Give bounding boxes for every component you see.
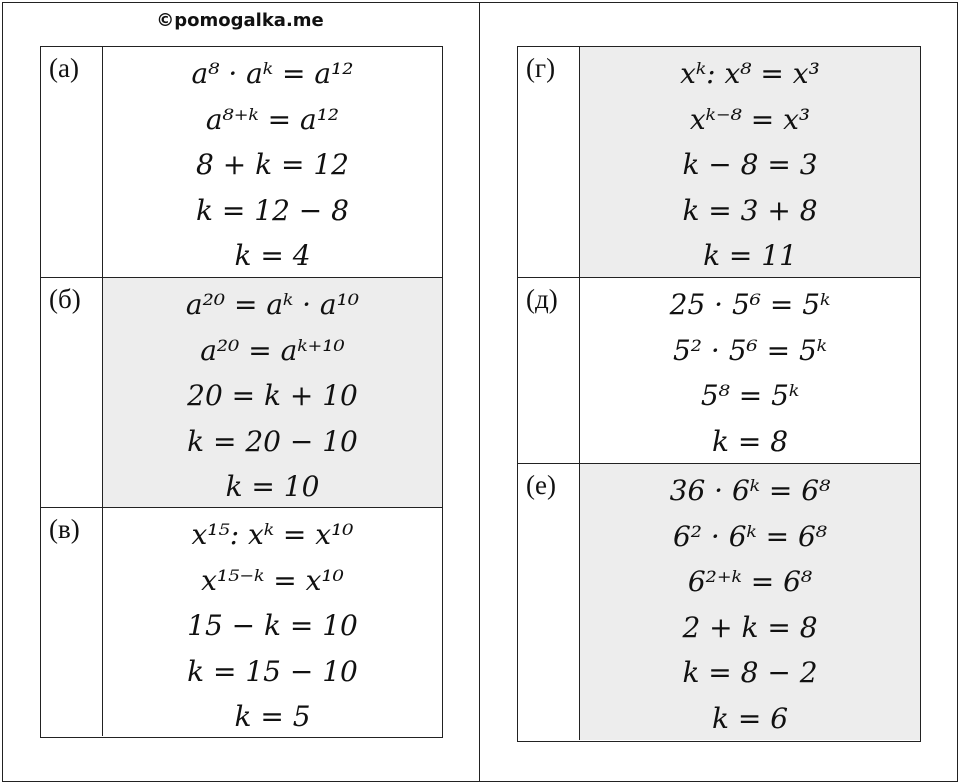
equation-group (103, 508, 442, 736)
equation-line: 20 = k + 10 (187, 379, 358, 412)
equation-line: k = 8 (711, 424, 789, 458)
equation-line: a²⁰ = aᵏ · a¹⁰ (185, 288, 360, 321)
watermark: ©pomogalka.me (156, 10, 324, 31)
equation-group (580, 47, 920, 277)
equation-line: 25 · 5⁶ = 5ᵏ (669, 288, 831, 321)
equation-line: a⁸ · aᵏ = a¹² (191, 57, 354, 90)
solution-row (518, 47, 920, 277)
equation-line: 36 · 6ᵏ = 6⁸ (669, 474, 831, 507)
equation-line: 5⁸ = 5ᵏ (700, 379, 800, 412)
equation-group (103, 278, 442, 507)
equation-group (103, 47, 442, 277)
row-label: (д) (518, 278, 580, 463)
solution-row (518, 277, 920, 463)
equation-line: k = 4 (234, 239, 311, 272)
solution-row (41, 47, 442, 277)
solution-row (518, 463, 920, 740)
left-solution-table (40, 46, 443, 738)
equation-line: 6² · 6ᵏ = 6⁸ (672, 519, 828, 553)
equation-line: xᵏ: x⁸ = x³ (680, 57, 820, 90)
solution-row (41, 277, 442, 507)
equation-line: k = 15 − 10 (187, 654, 358, 688)
equation-line: a²⁰ = aᵏ⁺¹⁰ (200, 333, 345, 367)
equation-line: k − 8 = 3 (682, 148, 818, 181)
equation-line: k = 3 + 8 (682, 193, 818, 227)
equation-line: 5² · 5⁶ = 5ᵏ (672, 333, 828, 367)
equation-line: 8 + k = 12 (196, 148, 349, 181)
equation-line: k = 11 (703, 239, 797, 272)
equation-line: 6²⁺ᵏ = 6⁸ (687, 565, 813, 598)
equation-line: k = 12 − 8 (196, 193, 349, 227)
equation-line: 15 − k = 10 (187, 609, 358, 642)
equation-line: a⁸⁺ᵏ = a¹² (205, 102, 340, 136)
row-label: (б) (41, 278, 103, 507)
row-label: (в) (41, 508, 103, 736)
equation-line: k = 20 − 10 (187, 424, 358, 458)
equation-group (580, 464, 920, 740)
equation-line: x¹⁵⁻ᵏ = x¹⁰ (201, 563, 344, 597)
equation-line: k = 5 (234, 700, 311, 733)
row-label: (г) (518, 47, 580, 277)
row-label: (е) (518, 464, 580, 740)
solution-row (41, 507, 442, 736)
right-solution-table (517, 46, 921, 742)
equation-line: 2 + k = 8 (682, 610, 818, 644)
equation-line: k = 6 (711, 701, 789, 735)
equation-line: x¹⁵: xᵏ = x¹⁰ (191, 518, 354, 551)
equation-group (580, 278, 920, 463)
equation-line: k = 10 (225, 470, 320, 503)
row-label: (а) (41, 47, 103, 277)
equation-line: xᵏ⁻⁸ = x³ (689, 102, 811, 136)
equation-line: k = 8 − 2 (682, 656, 818, 689)
